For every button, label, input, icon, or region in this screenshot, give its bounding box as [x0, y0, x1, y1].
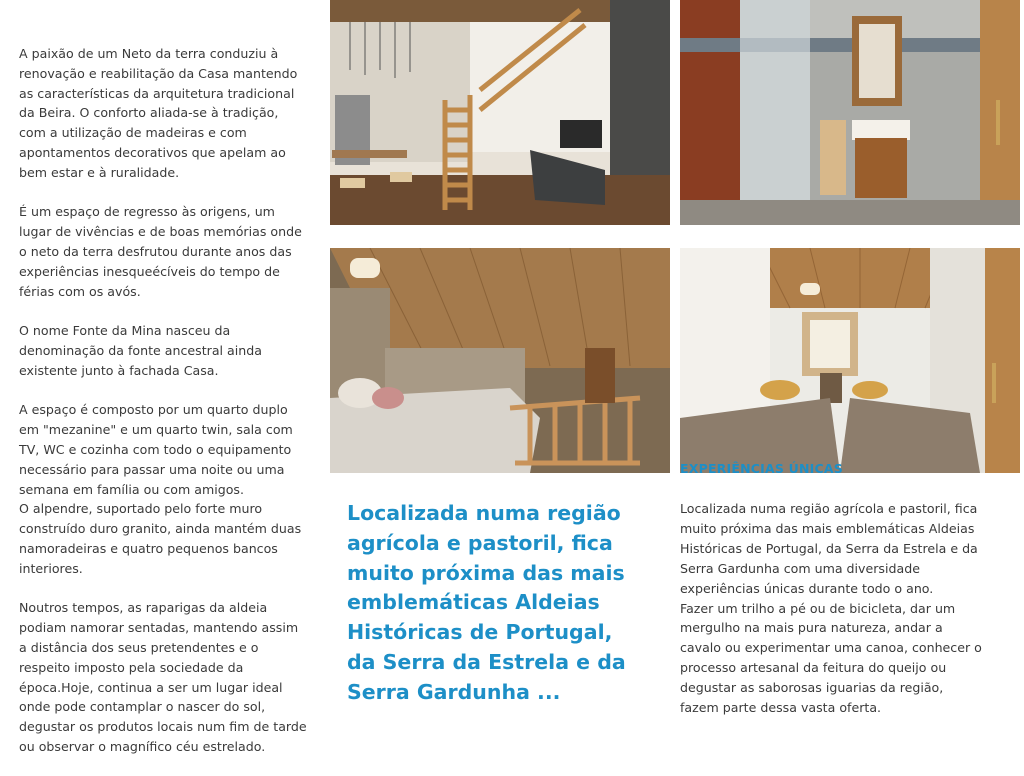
paragraph-activities: Fazer um trilho a pé ou de bicicleta, dar um mergulho na mais pura natureza, andar a cavalo ou experimentar uma canoa, conhecer o processo artesanal da feitura do queijo ou degustar as saborosas iguarias da região, fazem parte dessa vasta oferta.	[680, 600, 982, 716]
section-label-experiencias: EXPERIÊNCIAS ÚNICAS	[680, 461, 843, 476]
photo-twin-bedroom	[680, 248, 1020, 473]
photo-living-room	[330, 0, 670, 225]
right-column-text	[680, 499, 985, 718]
paragraph-origins: É um espaço de regresso às origens, um lugar de vivências e de boas memórias onde o neto da terra desfrutou durante anos das experiências inesqueécíveis do tempo de férias com os avós.	[19, 204, 302, 299]
paragraph-location: Localizada numa região agrícola e pastoril, fica muito próxima das mais emblemáticas Aldeias Históricas de Portugal, da Serra da Estrela e da Serra Gardunha com uma diversidade experiências únicas durante todo o ano.	[680, 501, 978, 596]
headline-quote: Localizada numa região agrícola e pastoril, fica muito próxima das mais emblemáticas Aldeias Históricas de Portugal, da Serra da Estrela e da Serra Gardunha ...	[347, 501, 626, 704]
paragraph-history: Noutros tempos, as raparigas da aldeia podiam namorar sentadas, mantendo assim a distância dos seus pretendentes e o respeito imposto pela sociedade da época.Hoje, continua a ser um lugar ideal onde pode contamplar o nascer do sol, degustar os produtos locais num fim de tarde ou observar o magnífico céu estrelado.	[19, 600, 307, 754]
paragraph-porch: O alpendre, suportado pelo forte muro construído duro granito, ainda mantém duas namoradeiras e quatro pequenos bancos interiores.	[19, 501, 302, 576]
paragraph-rooms: A espaço é composto por um quarto duplo em "mezanine" e um quarto twin, sala com TV, WC e cozinha com todo o equipamento necessário para passar uma noite ou uma semana em família ou com amigos.	[19, 402, 293, 497]
paragraph-name: O nome Fonte da Mina nasceu da denominação da fonte ancestral ainda existente junto à fachada Casa.	[19, 323, 262, 378]
paragraph-intro: A paixão de um Neto da terra conduziu à renovação e reabilitação da Casa mantendo as características da arquitetura tradicional da Beira. O conforto aliada-se à tradição, com a utilização de madeiras e com apontamentos decorativos que apelam ao bem estar e à ruralidade.	[19, 46, 298, 180]
photo-bathroom	[680, 0, 1020, 225]
left-column-text	[19, 44, 309, 776]
photo-mezzanine-bedroom	[330, 248, 670, 473]
